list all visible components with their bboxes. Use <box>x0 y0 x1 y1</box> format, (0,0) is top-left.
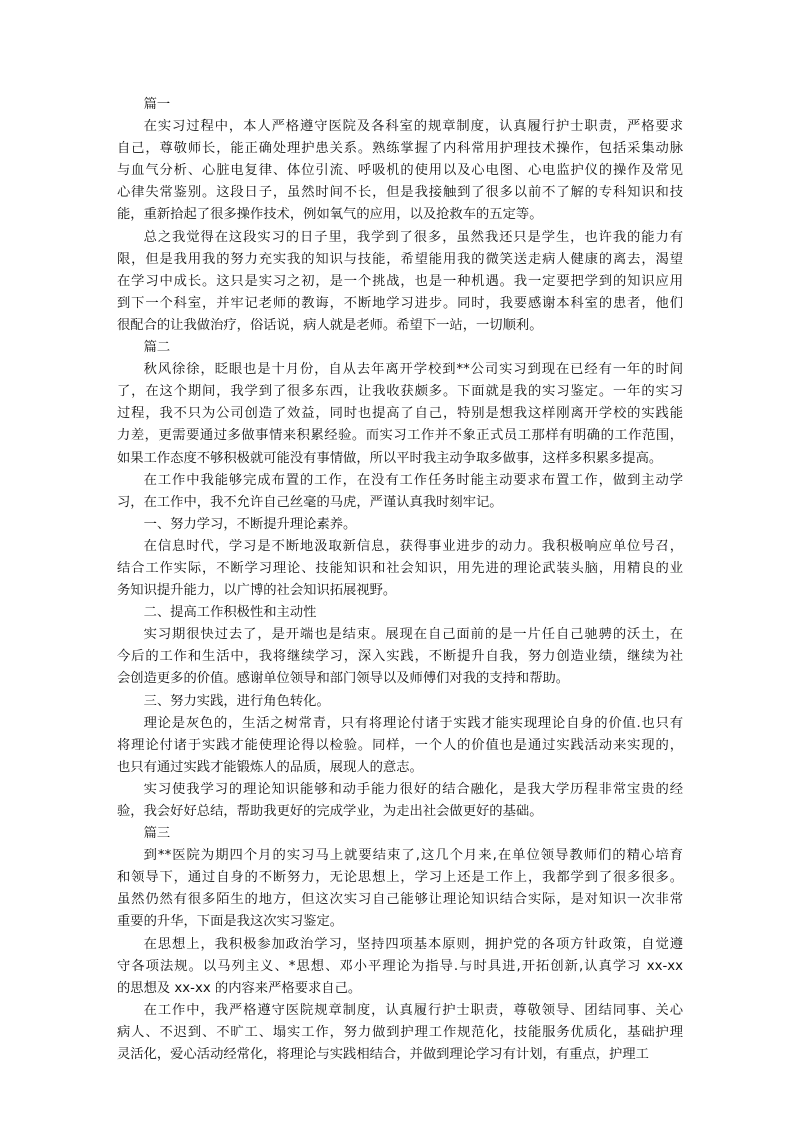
text-line: 务知识提升能力，以广博的社会知识拓展视野。 <box>117 583 397 599</box>
text-line: 虽然仍然有很多陌生的地方，但这次实习自己能够让理论知识结合实际，是对知识一次非常 <box>117 892 683 908</box>
text-line: 到下一个科室，并牢记老师的教诲，不断地学习进步。同时，我要感谢本科室的患者，他们 <box>117 295 683 311</box>
text-line: 结合工作实际，不断学习理论、技能知识和社会知识，用先进的理论武装头脑，用精良的业 <box>117 560 683 576</box>
paragraph <box>117 1000 683 1066</box>
text-line: 了，在这个期间，我学到了很多东西，让我收获颇多。下面就是我的实习鉴定。一年的实习 <box>117 384 683 400</box>
paragraph <box>117 470 683 514</box>
paragraph <box>117 514 683 536</box>
text-line: 能，重新拾起了很多操作技术，例如氧气的应用，以及抢救车的五定等。 <box>117 207 543 223</box>
text-line: 今后的工作和生活中，我将继续学习，深入实践，不断提升自我，努力创造业绩，继续为社 <box>117 649 683 665</box>
text-line: 病人、不迟到、不旷工、塌实工作，努力做到护理工作规范化，技能服务优质化，基础护理 <box>117 1024 683 1040</box>
section-heading: 篇一 <box>143 97 171 112</box>
paragraph <box>117 624 683 690</box>
text-line: 总之我觉得在这段实习的日子里，我学到了很多，虽然我还只是学生，也许我的能力有 <box>143 229 683 245</box>
text-line: 在学习中成长。这只是实习之初，是一个挑战，也是一种机遇。我一定要把学到的知识应用 <box>117 273 683 289</box>
paragraph <box>117 227 683 337</box>
text-line: 将理论付诸于实践才能使理论得以检验。同样，一个人的价值也是通过实践活动来实现的， <box>117 737 683 753</box>
text-line: 如果工作态度不够积极就可能没有事情做，所以平时我主动争取多做事，这样多积累多提高。 <box>117 450 663 466</box>
document-body <box>117 94 683 1066</box>
text-line: 心律失常鉴别。这段日子，虽然时间不长，但是我接触到了很多以前不了解的专科知识和技 <box>117 185 683 201</box>
text-line: 守各项法规。以马列主义、*思想、邓小平理论为指导.与时具进,开拓创新,认真学习 xx-xx <box>117 958 683 974</box>
paragraph <box>117 602 683 624</box>
text-line: 秋风徐徐，眨眼也是十月份，自从去年离开学校到**公司实习到现在已经有一年的时间 <box>143 362 683 378</box>
text-line: 实习期很快过去了，是开端也是结束。展现在自己面前的是一片任自己驰骋的沃土，在 <box>143 627 683 643</box>
text-line: 的思想及 xx-xx 的内容来严格要求自己。 <box>117 980 362 996</box>
text-line: 很配合的让我做治疗，俗话说，病人就是老师。希望下一站，一切顺利。 <box>117 317 543 333</box>
text-line: 习，在工作中，我不允许自己丝毫的马虎，严谨认真我时刻牢记。 <box>117 494 503 510</box>
paragraph <box>117 934 683 1000</box>
paragraph <box>117 536 683 602</box>
text-line: 实习使我学习的理论知识能够和动手能力很好的结合融化，是我大学历程非常宝贵的经 <box>143 781 683 797</box>
section-heading: 篇三 <box>143 826 171 842</box>
text-line: 理论是灰色的，生活之树常青，只有将理论付诸于实践才能实现理论自身的价值.也只有 <box>143 715 683 731</box>
text-line: 和领导下，通过自身的不断努力，无论思想上，学习上还是工作上，我都学到了很多很多。 <box>117 870 683 886</box>
text-line: 力差，更需要通过多做事情来积累经验。而实习工作并不象正式员工那样有明确的工作范围， <box>117 428 683 444</box>
text-line: 限，但是我用我的努力充实我的知识与技能，希望能用我的微笑送走病人健康的离去，渴望 <box>117 251 683 267</box>
paragraph <box>117 713 683 779</box>
text-line: 会创造更多的价值。感谢单位领导和部门领导以及师傅们对我的支持和帮助。 <box>117 671 570 687</box>
document-page <box>117 94 683 1066</box>
text-line: 验，我会好好总结，帮助我更好的完成学业，为走出社会做更好的基础。 <box>117 804 543 819</box>
text-line: 在思想上，我积极参加政治学习，坚持四项基本原则，拥护党的各项方针政策，自觉遵 <box>143 936 683 952</box>
text-line: 自己，尊敬师长，能正确处理护患关系。熟练掌握了内科常用护理技术操作，包括采集动脉 <box>117 141 683 157</box>
text-line: 一、努力学习，不断提升理论素养。 <box>143 516 357 532</box>
text-line: 过程，我不只为公司创造了效益，同时也提高了自己，特别是想我这样刚离开学校的实践能 <box>117 406 683 422</box>
section-heading: 篇二 <box>143 340 171 356</box>
text-line: 在工作中我能够完成布置的工作，在没有工作任务时能主动要求布置工作，做到主动学 <box>143 472 683 488</box>
paragraph <box>117 116 683 226</box>
text-line: 与血气分析、心脏电复律、体位引流、呼吸机的使用以及心电图、心电监护仪的操作及常见 <box>117 163 683 179</box>
text-line: 三、努力实践，进行角色转化。 <box>143 693 330 709</box>
text-line: 到**医院为期四个月的实习马上就要结束了,这几个月来,在单位领导教师们的精心培育 <box>143 848 683 864</box>
text-line: 二、提高工作积极性和主动性 <box>143 605 317 621</box>
text-line: 灵活化，爱心活动经常化，将理论与实践相结合，并做到理论学习有计划，有重点，护理工 <box>117 1047 649 1063</box>
paragraph <box>117 691 683 713</box>
text-line: 重要的升华，下面是我这次实习鉴定。 <box>117 914 344 930</box>
text-line: 在实习过程中，本人严格遵守医院及各科室的规章制度，认真履行护士职责，严格要求 <box>143 119 683 135</box>
paragraph <box>117 779 683 823</box>
text-line: 也只有通过实践才能锻炼人的品质，展现人的意志。 <box>117 759 423 775</box>
paragraph <box>117 359 683 469</box>
text-line: 在工作中，我严格遵守医院规章制度，认真履行护士职责，尊敬领导、团结同事、关心 <box>143 1002 683 1018</box>
text-line: 在信息时代，学习是不断地汲取新信息，获得事业进步的动力。我积极响应单位号召， <box>143 538 683 554</box>
paragraph <box>117 845 683 933</box>
